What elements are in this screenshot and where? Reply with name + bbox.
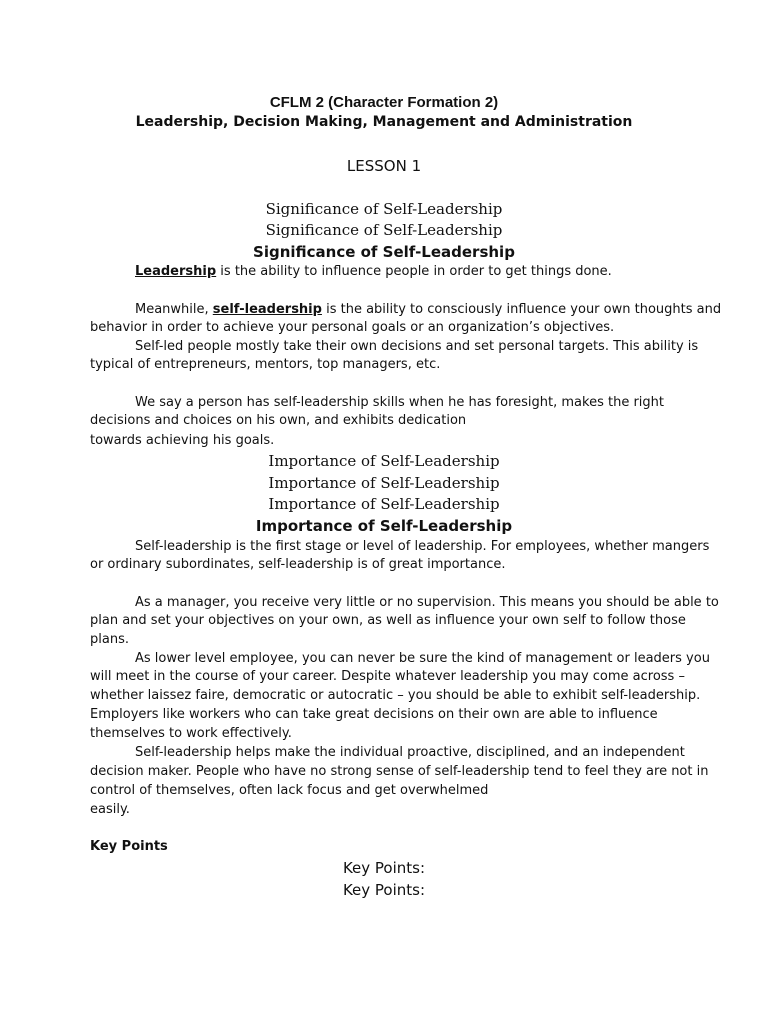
paragraph-manager-line1: As a manager, you receive very little or no supervision. This means you should be able to xyxy=(135,595,719,610)
paragraph-employee-line5: themselves to work effectively. xyxy=(90,726,292,741)
paragraph-self-led-line2: typical of entrepreneurs, mentors, top managers, etc. xyxy=(90,357,441,372)
term-leadership: Leadership xyxy=(135,264,217,279)
section1-heading-c: Significance of Self-Leadership xyxy=(253,243,515,261)
paragraph-proactive-line3: control of themselves, often lack focus and get overwhelmed xyxy=(90,783,489,798)
section2-heading-a: Importance of Self-Leadership xyxy=(268,452,500,470)
section2-heading-d: Importance of Self-Leadership xyxy=(255,517,513,535)
paragraph-proactive-line4: easily. xyxy=(90,802,130,817)
key-points-heading-a: Key Points: xyxy=(342,859,426,877)
paragraph-skills-line2: decisions and choices on his own, and exhibits dedication xyxy=(90,413,467,428)
section1-heading-a: Significance of Self-Leadership xyxy=(265,200,503,218)
key-points-label: Key Points xyxy=(90,839,168,854)
paragraph-skills-line3: towards achieving his goals. xyxy=(90,433,275,448)
paragraph-self-leadership-line1: Meanwhile, self-leadership is the ability to consciously influence your own thoughts and xyxy=(135,302,722,317)
paragraph-proactive-line1: Self-leadership helps make the individual proactive, disciplined, and an independent xyxy=(135,745,685,760)
section2-heading-c: Importance of Self-Leadership xyxy=(268,495,500,513)
section1-heading-b: Significance of Self-Leadership xyxy=(265,221,503,239)
paragraph-first-stage-line2: or ordinary subordinates, self-leadership is of great importance. xyxy=(90,557,506,572)
section2-heading-b: Importance of Self-Leadership xyxy=(268,474,500,492)
paragraph-proactive-line2: decision maker. People who have no strong sense of self-leadership tend to feel they are not in xyxy=(90,764,709,779)
paragraph-self-leadership-line2: behavior in order to achieve your personal goals or an organization’s objectives. xyxy=(90,320,615,335)
paragraph-manager-line3: plans. xyxy=(90,632,129,647)
paragraph-manager-line2: plan and set your objectives on your own, as well as influence your own self to follow those xyxy=(90,613,686,628)
lesson-heading: LESSON 1 xyxy=(346,157,422,175)
paragraph-employee-line2: will meet in the course of your career. Despite whatever leadership you may come across – xyxy=(90,669,685,684)
term-self-leadership: self-leadership xyxy=(212,302,322,317)
paragraph-leadership-definition: Leadership is the ability to influence people in order to get things done. xyxy=(135,264,612,279)
course-title: CFLM 2 (Character Formation 2) xyxy=(269,94,499,111)
paragraph-employee-line3: whether laissez faire, democratic or autocratic – you should be able to exhibit self-leadership. xyxy=(90,688,701,703)
paragraph-self-led-line1: Self-led people mostly take their own decisions and set personal targets. This ability is xyxy=(135,339,699,354)
key-points-heading-b: Key Points: xyxy=(342,881,426,899)
paragraph-first-stage-line1: Self-leadership is the first stage or level of leadership. For employees, whether mangers xyxy=(135,539,710,554)
paragraph-employee-line4: Employers like workers who can take great decisions on their own are able to influence xyxy=(90,707,658,722)
paragraph-skills-line1: We say a person has self-leadership skills when he has foresight, makes the right xyxy=(135,395,665,410)
subject-title: Leadership, Decision Making, Management and Administration xyxy=(135,114,633,130)
paragraph-employee-line1: As lower level employee, you can never be sure the kind of management or leaders you xyxy=(135,651,710,666)
